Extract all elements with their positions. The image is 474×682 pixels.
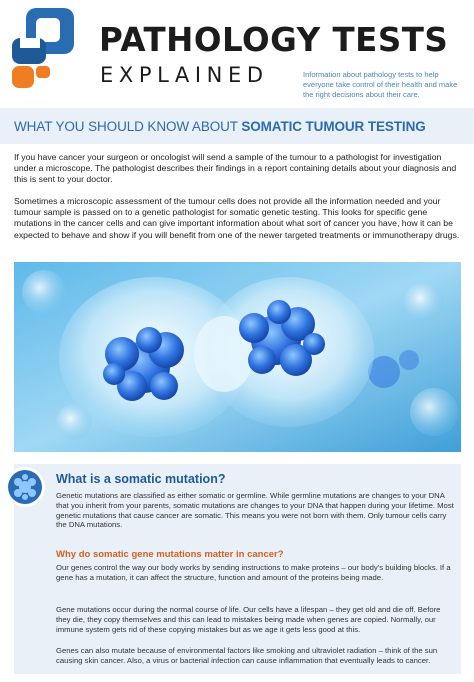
intro-paragraph-2: Sometimes a microscopic assessment of the tumour cells does not provide all the information needed and your tumour sample is passed on to a genetic pathologist for somatic genetic testing. This looks for specific gene mutations in the cancer cells and can give important information about what sort of cancer you have, how it can be expected to behave and show if you will benefit from one of the newer targeted treatments or immunotherapy drugs.: [14, 196, 460, 240]
panel-title: What is a somatic mutation?: [56, 472, 226, 486]
panel-paragraph-4: Genes can also mutate because of environmental factors like smoking and ultraviolet radiation – think of the sun causing skin cancer. Also, a virus or bacterial infection can cause inflammation that eventually leads to cancer.: [56, 646, 438, 665]
panel-subtitle: Why do somatic gene mutations matter in cancer?: [56, 549, 284, 560]
pathology-logo-icon: [12, 8, 80, 88]
cell-division-illustration: [14, 262, 461, 452]
page-title-prefix: WHAT YOU SHOULD KNOW ABOUT: [14, 119, 242, 134]
panel-paragraph-2: Our genes control the way our body works by sending instructions to make proteins – our body's building blocks. If a gene has a mutation, it can affect the structure, function and amount of the proteins being made.: [56, 563, 451, 582]
page-title-emphasis: SOMATIC TUMOUR TESTING: [241, 119, 426, 134]
panel-paragraph-1: Genetic mutations are classified as either somatic or germline. While germline mutations are changes to your DNA that you inherit from your parents, somatic mutations are changes to your DNA that happen during your lifetime. Most genetic mutations that cause cancer are somatic. This means you were not born with them. Only tumour cells carry the DNA mutations.: [56, 491, 454, 530]
intro-paragraph-1: If you have cancer your surgeon or oncologist will send a sample of the tumour to a pathologist for investigation under a microscope. The pathologist describes their findings in a report containing details about your diagnosis and this is sent to your doctor.: [14, 152, 457, 185]
brand-tagline: Information about pathology tests to help everyone take control of their health and make the right decisions about their care.: [303, 70, 458, 99]
panel-paragraph-3: Gene mutations occur during the normal course of life. Our cells have a lifespan – they get old and die off. Before they die, they copy themselves and this can lead to mistakes being made when genes are copied. Normally, our immune system gets rid of these copying mistakes but as we age it gets less good at this.: [56, 605, 441, 634]
brand-subtitle: EXPLAINED: [100, 63, 269, 87]
page-title: [14, 119, 426, 134]
cell-cluster-icon: [5, 467, 45, 507]
brand-title: PATHOLOGY TESTS: [99, 21, 449, 59]
